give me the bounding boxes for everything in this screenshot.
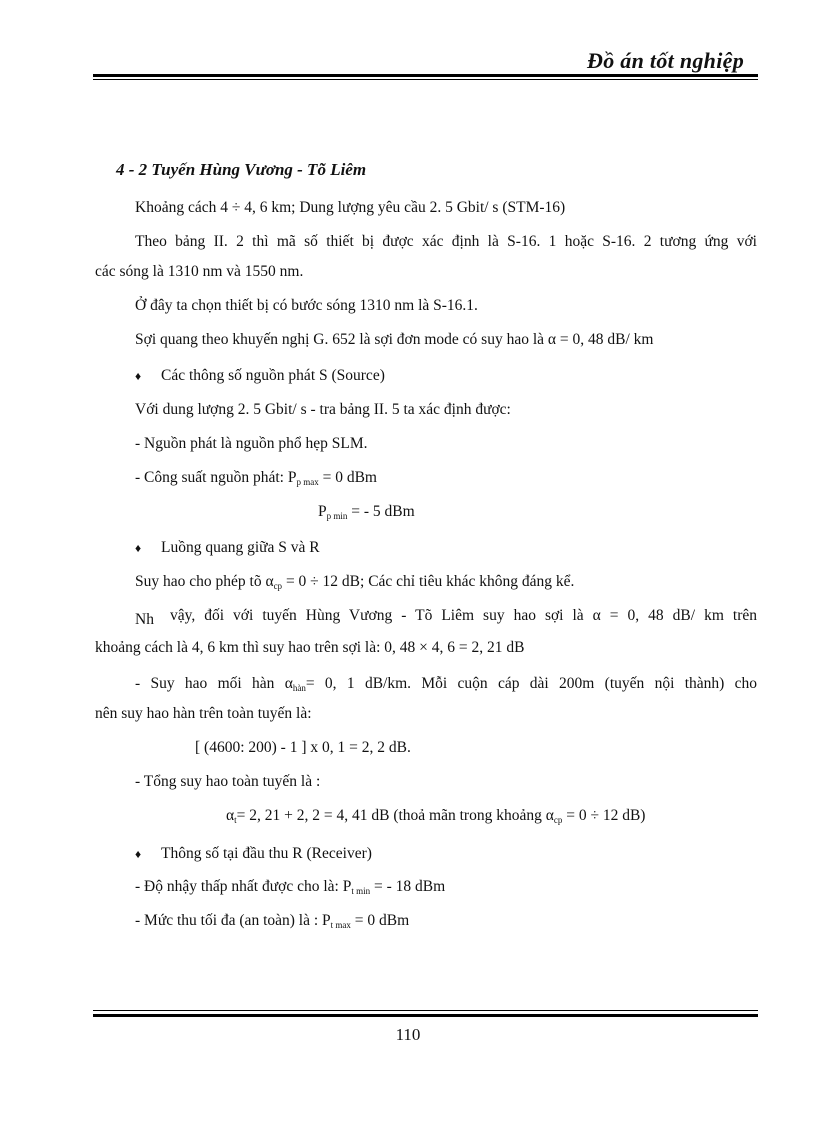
bullet-diamond-icon: ♦: [135, 541, 142, 555]
paragraph-table-line2: các sóng là 1310 nm và 1550 nm.: [95, 263, 304, 280]
formula-total-loss: $\alpha_t= 2$, 21 + 2, 2 = 4, 41 dB (thoả mãn trong khoảng $\alpha_{cp} = 0 \div 12$ dB): [226, 807, 646, 825]
bullet-diamond-icon: ♦: [135, 847, 142, 861]
paragraph-allowed-loss: Suy hao cho phép tõ $\alpha_{cp} = 0 \div 12$ dB; Các chỉ tiêu khác không đáng kể.: [135, 573, 575, 591]
header-rule: [93, 74, 758, 77]
paragraph-route-line2: khoảng cách là 4, 6 km thì suy hao trên sợi là: 0, 48 × 4, 6 = 2, 21 dB: [95, 639, 525, 656]
paragraph-splice-line2: nên suy hao hàn trên toàn tuyến là:: [95, 705, 312, 722]
section-heading: 4 - 2 Tuyến Hùng Vương - Tõ Liêm: [116, 160, 367, 179]
bullet-link-text: Luồng quang giữa S và R: [161, 539, 320, 556]
paragraph-power-max: - Công suất nguồn phát: $P_{p max} = 0$ dBm: [135, 469, 377, 487]
paragraph-capacity: Với dung lượng 2. 5 Gbit/ s - tra bảng II. 5 ta xác định được:: [135, 401, 511, 418]
page-number: 110: [395, 1025, 421, 1044]
paragraph-max-receive: - Mức thu tối đa (an toàn) là : $P_{t max} = 0$ dBm: [135, 912, 410, 930]
footer-rule: [93, 1014, 758, 1017]
bullet-source: [135, 366, 385, 386]
paragraph-table-line1: Theo bảng II. 2 thì mã số thiết bị được xác định là S-16. 1 hoặc S-16. 2 tương ứng với: [135, 233, 757, 250]
paragraph-total-loss: - Tổng suy hao toàn tuyến là :: [135, 773, 321, 790]
paragraph-splice-line1: - Suy hao mối hàn $\alpha_{hàn}= 0$, 1 dB/km. Mỗi cuộn cáp dài 200m (tuyến nội thành) cho: [135, 675, 757, 693]
bullet-diamond-icon: ♦: [135, 369, 142, 383]
paragraph-route-lead: Nh: [135, 611, 154, 628]
paragraph-sensitivity: - Độ nhậy thấp nhất được cho là: $P_{t min}$ = - 18 dBm: [135, 878, 446, 896]
bullet-receiver-text: Thông số tại đầu thu R (Receiver): [161, 845, 372, 862]
paragraph-fiber: Sợi quang theo khuyến nghị G. 652 là sợi đơn mode có suy hao là α = 0, 48 dB/ km: [135, 331, 654, 348]
header-rule-thin: [93, 79, 758, 80]
document-header-title: Đồ án tốt nghiệp: [587, 48, 744, 73]
footer-rule-thin: [93, 1010, 758, 1011]
bullet-receiver: [135, 844, 372, 864]
paragraph-route-line1: vậy, đối với tuyến Hùng Vương - Tõ Liêm suy hao sợi là α = 0, 48 dB/ km trên: [170, 607, 757, 624]
paragraph-device-choice: Ở đây ta chọn thiết bị có bước sóng 1310 nm là S-16.1.: [135, 297, 478, 314]
paragraph-power-min: $P_{p min}$ = - 5 dBm: [318, 503, 415, 521]
paragraph-slm: - Nguồn phát là nguồn phổ hẹp SLM.: [135, 435, 368, 452]
paragraph-distance: Khoảng cách 4 ÷ 4, 6 km; Dung lượng yêu cầu 2. 5 Gbit/ s (STM-16): [135, 199, 566, 216]
bullet-link: [135, 538, 320, 558]
bullet-source-text: Các thông số nguồn phát S (Source): [161, 367, 385, 384]
formula-splice: [ (4600: 200) - 1 ] x 0, 1 = 2, 2 dB.: [195, 739, 411, 756]
